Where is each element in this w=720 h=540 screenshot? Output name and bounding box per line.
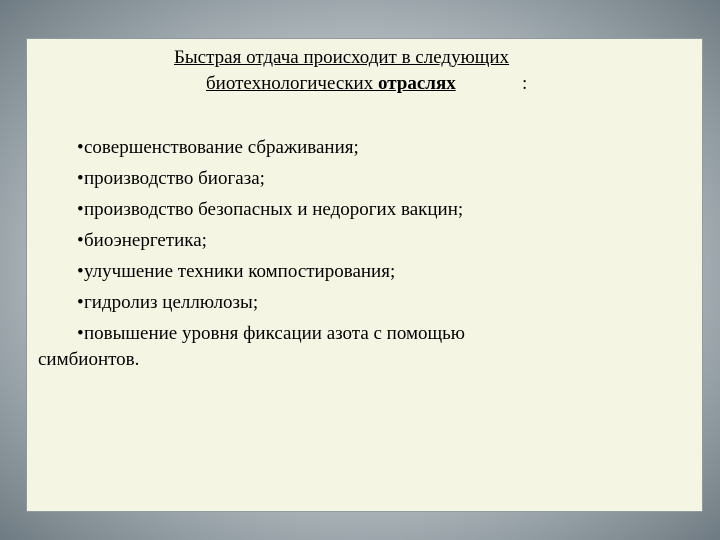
bullet-icon: • [77,323,84,344]
title-line-1: Быстрая отдача происходит в следующих [174,47,510,68]
bullet-icon: • [77,199,84,220]
list-item [27,321,702,373]
list-item [27,135,702,166]
list-item-text: совершенствование сбраживания; [84,137,359,158]
list-item-text: улучшение техники компостирования; [84,261,396,282]
list-item-text: повышение уровня фиксации азота с помощью [84,323,466,344]
list-item-text: биоэнергетика; [84,230,207,251]
title-line-2-prefix: биотехнологических [206,73,378,94]
list-item-text: производство биогаза; [84,168,265,189]
list-item [27,259,702,290]
slide-content-panel [26,38,703,512]
bullet-icon: • [77,261,84,282]
list-item-text: гидролиз целлюлозы; [84,292,259,313]
list-item [27,197,702,228]
list-item-continuation: симбионтов. [38,349,140,370]
list-item-text: производство безопасных и недорогих вакцин; [84,199,464,220]
bullet-icon: • [77,230,84,251]
title-line-2 [206,71,456,97]
bullet-list [27,135,702,373]
bullet-icon: • [77,168,84,189]
bullet-icon: • [77,137,84,158]
bullet-icon: • [77,292,84,313]
list-item [27,290,702,321]
title-emphasis: отраслях [377,73,456,94]
list-item [27,166,702,197]
list-item [27,228,702,259]
title-colon: : [522,73,528,94]
